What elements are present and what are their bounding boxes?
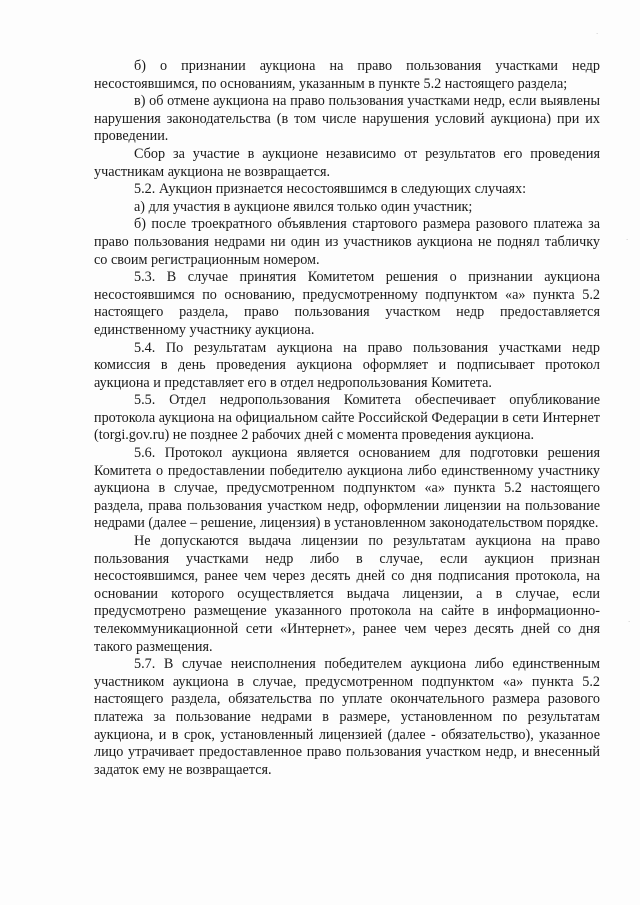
scan-artifact-mark: · [626,236,629,244]
paragraph-5-3: 5.3. В случае принятия Комитетом решения о признании аукциона несостоявшимся по основанию, предусмотренному подпунктом «а» пункта 5.2 настоящего раздела, право пользования участком недр предоставляется единственному участнику аукциона. [94,269,600,338]
scan-artifact-mark: · [596,30,599,38]
paragraph-v-cancellation: в) об отмене аукциона на право пользования участками недр, если выявлены нарушения законодательства (в том числе нарушения условий аукциона) при их проведении. [94,93,600,145]
paragraph-5-5: 5.5. Отдел недропользования Комитета обеспечивает опубликование протокола аукциона на официальном сайте Российской Федерации в сети Интернет (torgi.gov.ru) не позднее 2 рабочих дней с момента проведения аукциона. [94,392,600,444]
scan-artifact-mark: · [628,618,631,626]
paragraph-license-restriction: Не допускаются выдача лицензии по результатам аукциона на право пользования участками недр либо в случае, если аукцион признан несостоявшимся, ранее чем через десять дней со дня подписания протокола, на основании которого осуществляется выдача лицензии, а в случае, если предусмотрено размещение указанного протокола на сайте в информационно-телекоммуникационной сети «Интернет», ранее чем через десять дней со дня такого размещения. [94,533,600,655]
paragraph-5-2: 5.2. Аукцион признается несостоявшимся в следующих случаях: [134,181,527,198]
paragraph-5-4: 5.4. По результатам аукциона на право пользования участками недр комиссия в день проведения аукциона оформляет и подписывает протокол аукциона и представляет его в отдел недропользования Комитета. [94,339,600,391]
paragraph-b-recognition: б) о признании аукциона на право пользования участками недр несостоявшимся, по основаниям, указанным в пункте 5.2 настоящего раздела; [94,58,600,92]
paragraph-5-6: 5.6. Протокол аукциона является основанием для подготовки решения Комитета о предоставлении победителю аукциона либо единственному участнику аукциона в случае, предусмотренном подпунктом «а» пункта 5.2 настоящего раздела, права пользования участком недр, оформлении лицензии на пользование недрами (далее – решение, лицензия) в установленном законодательством порядке. [94,445,600,532]
paragraph-5-2-b: б) после троекратного объявления стартового размера разового платежа за право пользования недрами ни один из участников аукциона не поднял табличку со своим регистрационным номером. [94,216,600,268]
paragraph-fee-not-returned: Сбор за участие в аукционе независимо от результатов его проведения участникам аукциона не возвращается. [94,145,600,180]
paragraph-5-2-a: а) для участия в аукционе явился только один участник; [134,198,473,215]
document-body [94,58,600,779]
paragraph-5-7: 5.7. В случае неисполнения победителем аукциона либо единственным участником аукциона в случае, предусмотренном подпунктом «а» пункта 5.2 настоящего раздела, обязательства по уплате окончательного размера разового платежа за пользование недрами в размере, установленном по результатам аукциона, и в срок, установленный лицензией (далее - обязательство), указанное лицо утрачивает предоставленное право пользования участком недр, и внесенный задаток ему не возвращается. [94,656,600,778]
